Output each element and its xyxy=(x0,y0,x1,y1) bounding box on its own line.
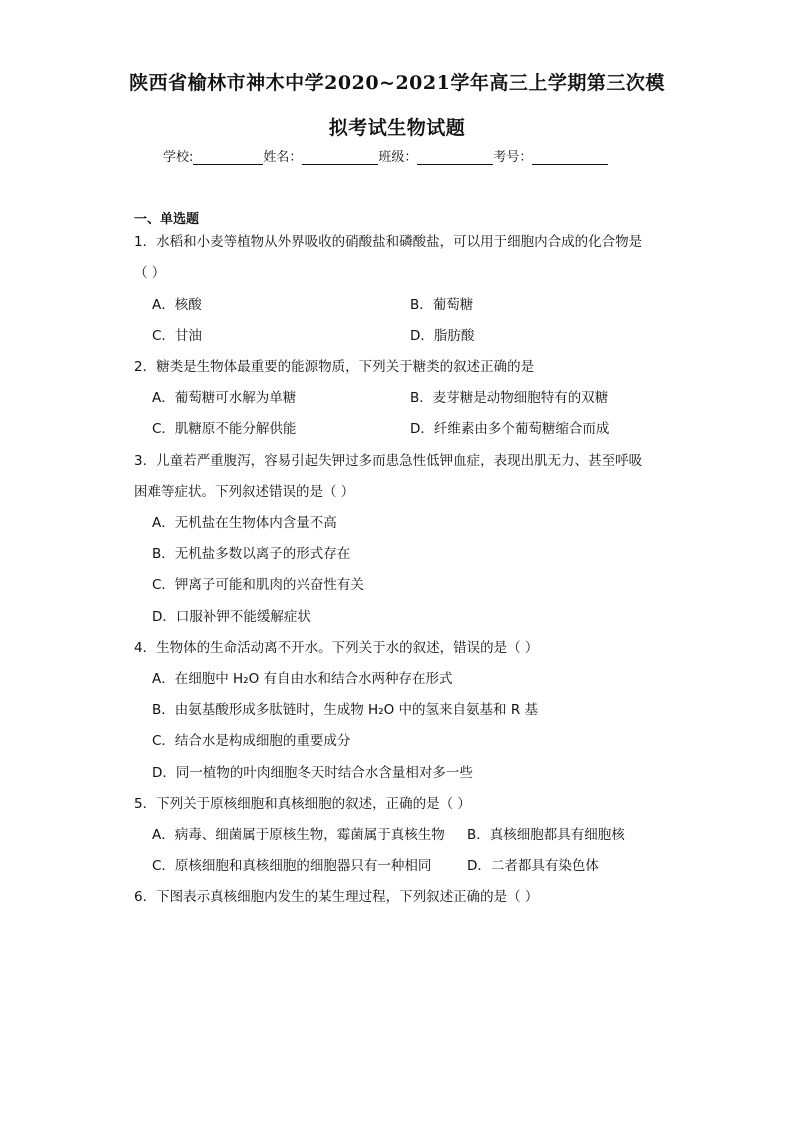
question-3-option-d: D．口服补钾不能缓解症状 xyxy=(152,609,311,625)
section-heading: 一、单选题 xyxy=(134,212,200,227)
question-4-option-b: B．由氨基酸形成多肽链时，生成物 H₂O 中的氢来自氨基和 R 基 xyxy=(152,702,538,718)
exam-title-line1: 陕西省榆林市神木中学2020~2021学年高三上学期第三次模 xyxy=(129,72,665,94)
question-1-option-c: C．甘油 xyxy=(152,328,202,344)
question-3-option-b: B．无机盐多数以离子的形式存在 xyxy=(152,546,351,562)
school-label: 学校: xyxy=(163,150,194,165)
class-blank xyxy=(417,150,493,165)
number-label: 考号： xyxy=(493,150,533,165)
question-3-option-c: C．钾离子可能和肌肉的兴奋性有关 xyxy=(152,577,364,593)
question-5-stem: 5．下列关于原核细胞和真核细胞的叙述，正确的是（ ） xyxy=(134,796,471,812)
class-label: 班级： xyxy=(378,150,418,165)
school-blank xyxy=(193,150,263,165)
name-blank xyxy=(302,150,378,165)
question-1-option-b: B．葡萄糖 xyxy=(410,297,474,313)
question-3-stem-cont: 困难等症状。下列叙述错误的是（ ） xyxy=(134,484,355,500)
question-4-option-c: C．结合水是构成细胞的重要成分 xyxy=(152,733,351,749)
question-4-option-d: D．同一植物的叶肉细胞冬天时结合水含量相对多一些 xyxy=(152,765,473,781)
question-4-option-a: A．在细胞中 H₂O 有自由水和结合水两种存在形式 xyxy=(152,671,453,687)
question-1-stem: 1．水稻和小麦等植物从外界吸收的硝酸盐和磷酸盐，可以用于细胞内合成的化合物是 xyxy=(134,234,643,250)
question-4-stem: 4．生物体的生命活动离不开水。下列关于水的叙述，错误的是（ ） xyxy=(134,640,539,656)
question-1-stem-cont: （ ） xyxy=(134,265,166,281)
question-3-option-a: A．无机盐在生物体内含量不高 xyxy=(152,515,337,531)
question-2-option-a: A．葡萄糖可水解为单糖 xyxy=(152,390,297,406)
exam-title-line2: 拟考试生物试题 xyxy=(328,117,466,139)
question-2-option-b: B．麦芽糖是动物细胞特有的双糖 xyxy=(410,390,609,406)
question-5-option-d: D．二者都具有染色体 xyxy=(467,858,599,874)
question-2-stem: 2．糖类是生物体最重要的能源物质，下列关于糖类的叙述正确的是 xyxy=(134,359,535,375)
name-label: 姓名： xyxy=(263,150,303,165)
student-info-row xyxy=(163,146,608,165)
question-1-option-a: A．核酸 xyxy=(152,297,202,313)
question-3-stem: 3．儿童若严重腹泻，容易引起失钾过多而患急性低钾血症，表现出肌无力、甚至呼吸 xyxy=(134,453,643,469)
number-blank xyxy=(532,150,608,165)
question-2-option-c: C．肌糖原不能分解供能 xyxy=(152,421,297,437)
question-1-option-d: D．脂肪酸 xyxy=(410,328,475,344)
question-6-stem: 6．下图表示真核细胞内发生的某生理过程，下列叙述正确的是（ ） xyxy=(134,889,539,905)
question-5-option-c: C．原核细胞和真核细胞的细胞器只有一种相同 xyxy=(152,858,432,874)
question-5-option-a: A．病毒、细菌属于原核生物，霉菌属于真核生物 xyxy=(152,827,445,843)
question-5-option-b: B．真核细胞都具有细胞核 xyxy=(467,827,625,843)
question-2-option-d: D．纤维素由多个葡萄糖缩合而成 xyxy=(410,421,610,437)
